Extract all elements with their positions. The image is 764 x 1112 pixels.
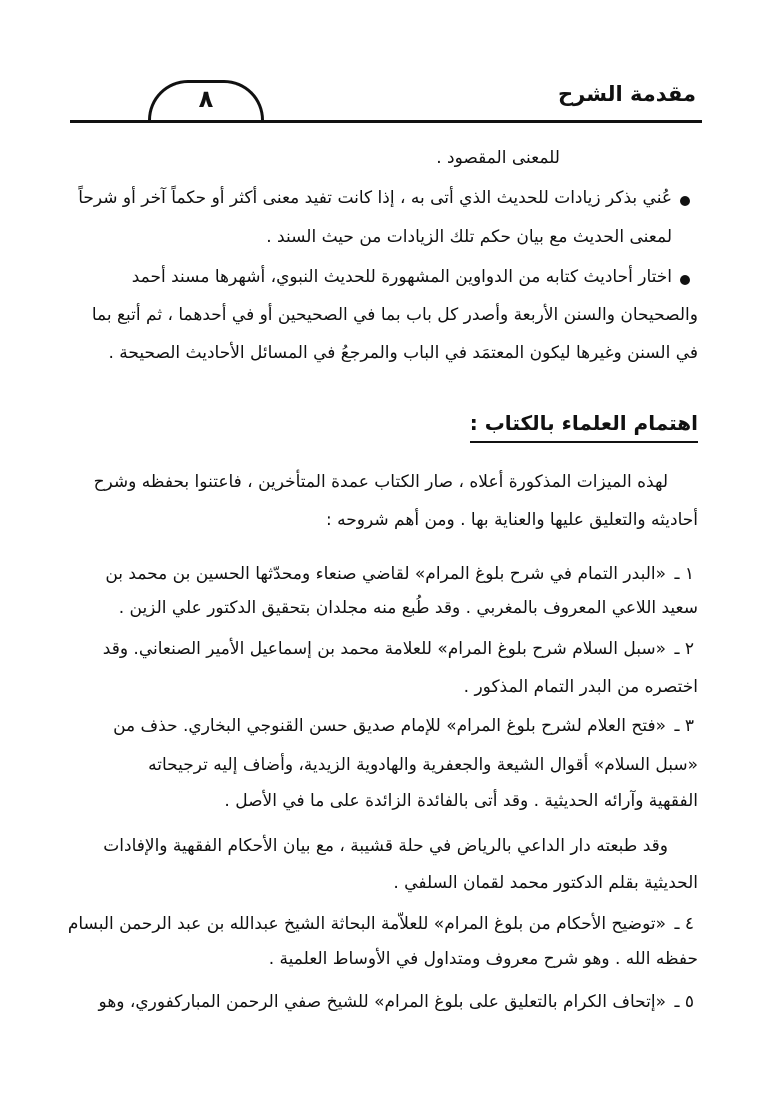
running-header-title: مقدمة الشرح <box>558 82 696 106</box>
list-item-line: سعيد اللاعي المعروف بالمغربي . وقد طُبع منه مجلدان بتحقيق الدكتور علي الزين . <box>118 598 698 618</box>
list-item-line: الفقهية وآرائه الحديثية . وقد أتى بالفائدة الزائدة على ما في الأصل . <box>224 791 698 811</box>
continued-line: للمعنى المقصود . <box>436 148 560 168</box>
list-number: ٥ ـ <box>674 992 694 1012</box>
paragraph-line: لهذه الميزات المذكورة أعلاه ، صار الكتاب عمدة المتأخرين ، فاعتنوا بحفظه وشرح <box>93 472 668 492</box>
page-number: ٨ <box>198 85 214 113</box>
bullet-icon <box>680 196 690 206</box>
list-item-line: حفظه الله . وهو شرح معروف ومتداول في الأوساط العلمية . <box>268 949 698 969</box>
paragraph-line: أحاديثه والتعليق عليها والعناية بها . ومن أهم شروحه : <box>326 510 698 530</box>
bullet-line: في السنن وغيرها ليكون المعتمَد في الباب والمرجعُ في المسائل الأحاديث الصحيحة . <box>108 343 698 363</box>
list-item-line: «توضيح الأحكام من بلوغ المرام» للعلاّمة البحاثة الشيخ عبدالله بن عبد الرحمن البسام <box>67 914 666 934</box>
bullet-line: والصحيحان والسنن الأربعة وأصدر كل باب بما في الصحيحين أو في أحدهما ، ثم أتبع بما <box>91 305 698 325</box>
list-number: ١ ـ <box>674 564 694 584</box>
bullet-icon <box>680 275 690 285</box>
bullet-line: اختار أحاديث كتابه من الدواوين المشهورة للحديث النبوي، أشهرها مسند أحمد <box>131 267 672 287</box>
list-number: ٤ ـ <box>674 914 694 934</box>
bullet-line: لمعنى الحديث مع بيان حكم تلك الزيادات من حيث السند . <box>266 227 672 247</box>
paragraph-line: وقد طبعته دار الداعي بالرياض في حلة قشيبة ، مع بيان الأحكام الفقهية والإفادات <box>103 836 668 856</box>
list-item-line: «سبل السلام شرح بلوغ المرام» للعلامة محمد بن إسماعيل الأمير الصنعاني. وقد <box>102 639 666 659</box>
list-item-line: «سبل السلام» أقوال الشيعة والجعفرية والهادوية الزيدية، وأضاف إليه ترجيحاته <box>148 755 698 775</box>
section-heading: اهتمام العلماء بالكتاب : <box>470 407 698 443</box>
list-item-line: اختصره من البدر التمام المذكور . <box>463 677 698 697</box>
list-item-line: «البدر التمام في شرح بلوغ المرام» لقاضي صنعاء ومحدّثها الحسين بن محمد بن <box>105 564 666 584</box>
list-item-line: «فتح العلام لشرح بلوغ المرام» للإمام صديق حسن القنوجي البخاري. حذف من <box>113 716 666 736</box>
list-number: ٢ ـ <box>674 639 694 659</box>
list-number: ٣ ـ <box>674 716 694 736</box>
list-item-line: «إتحاف الكرام بالتعليق على بلوغ المرام» للشيخ صفي الرحمن المباركفوري، وهو <box>98 992 666 1012</box>
paragraph-line: الحديثية بقلم الدكتور محمد لقمان السلفي . <box>393 873 698 893</box>
bullet-line: عُني بذكر زيادات للحديث الذي أتى به ، إذا كانت تفيد معنى أكثر أو حكماً آخر أو شرحاً <box>78 188 672 208</box>
